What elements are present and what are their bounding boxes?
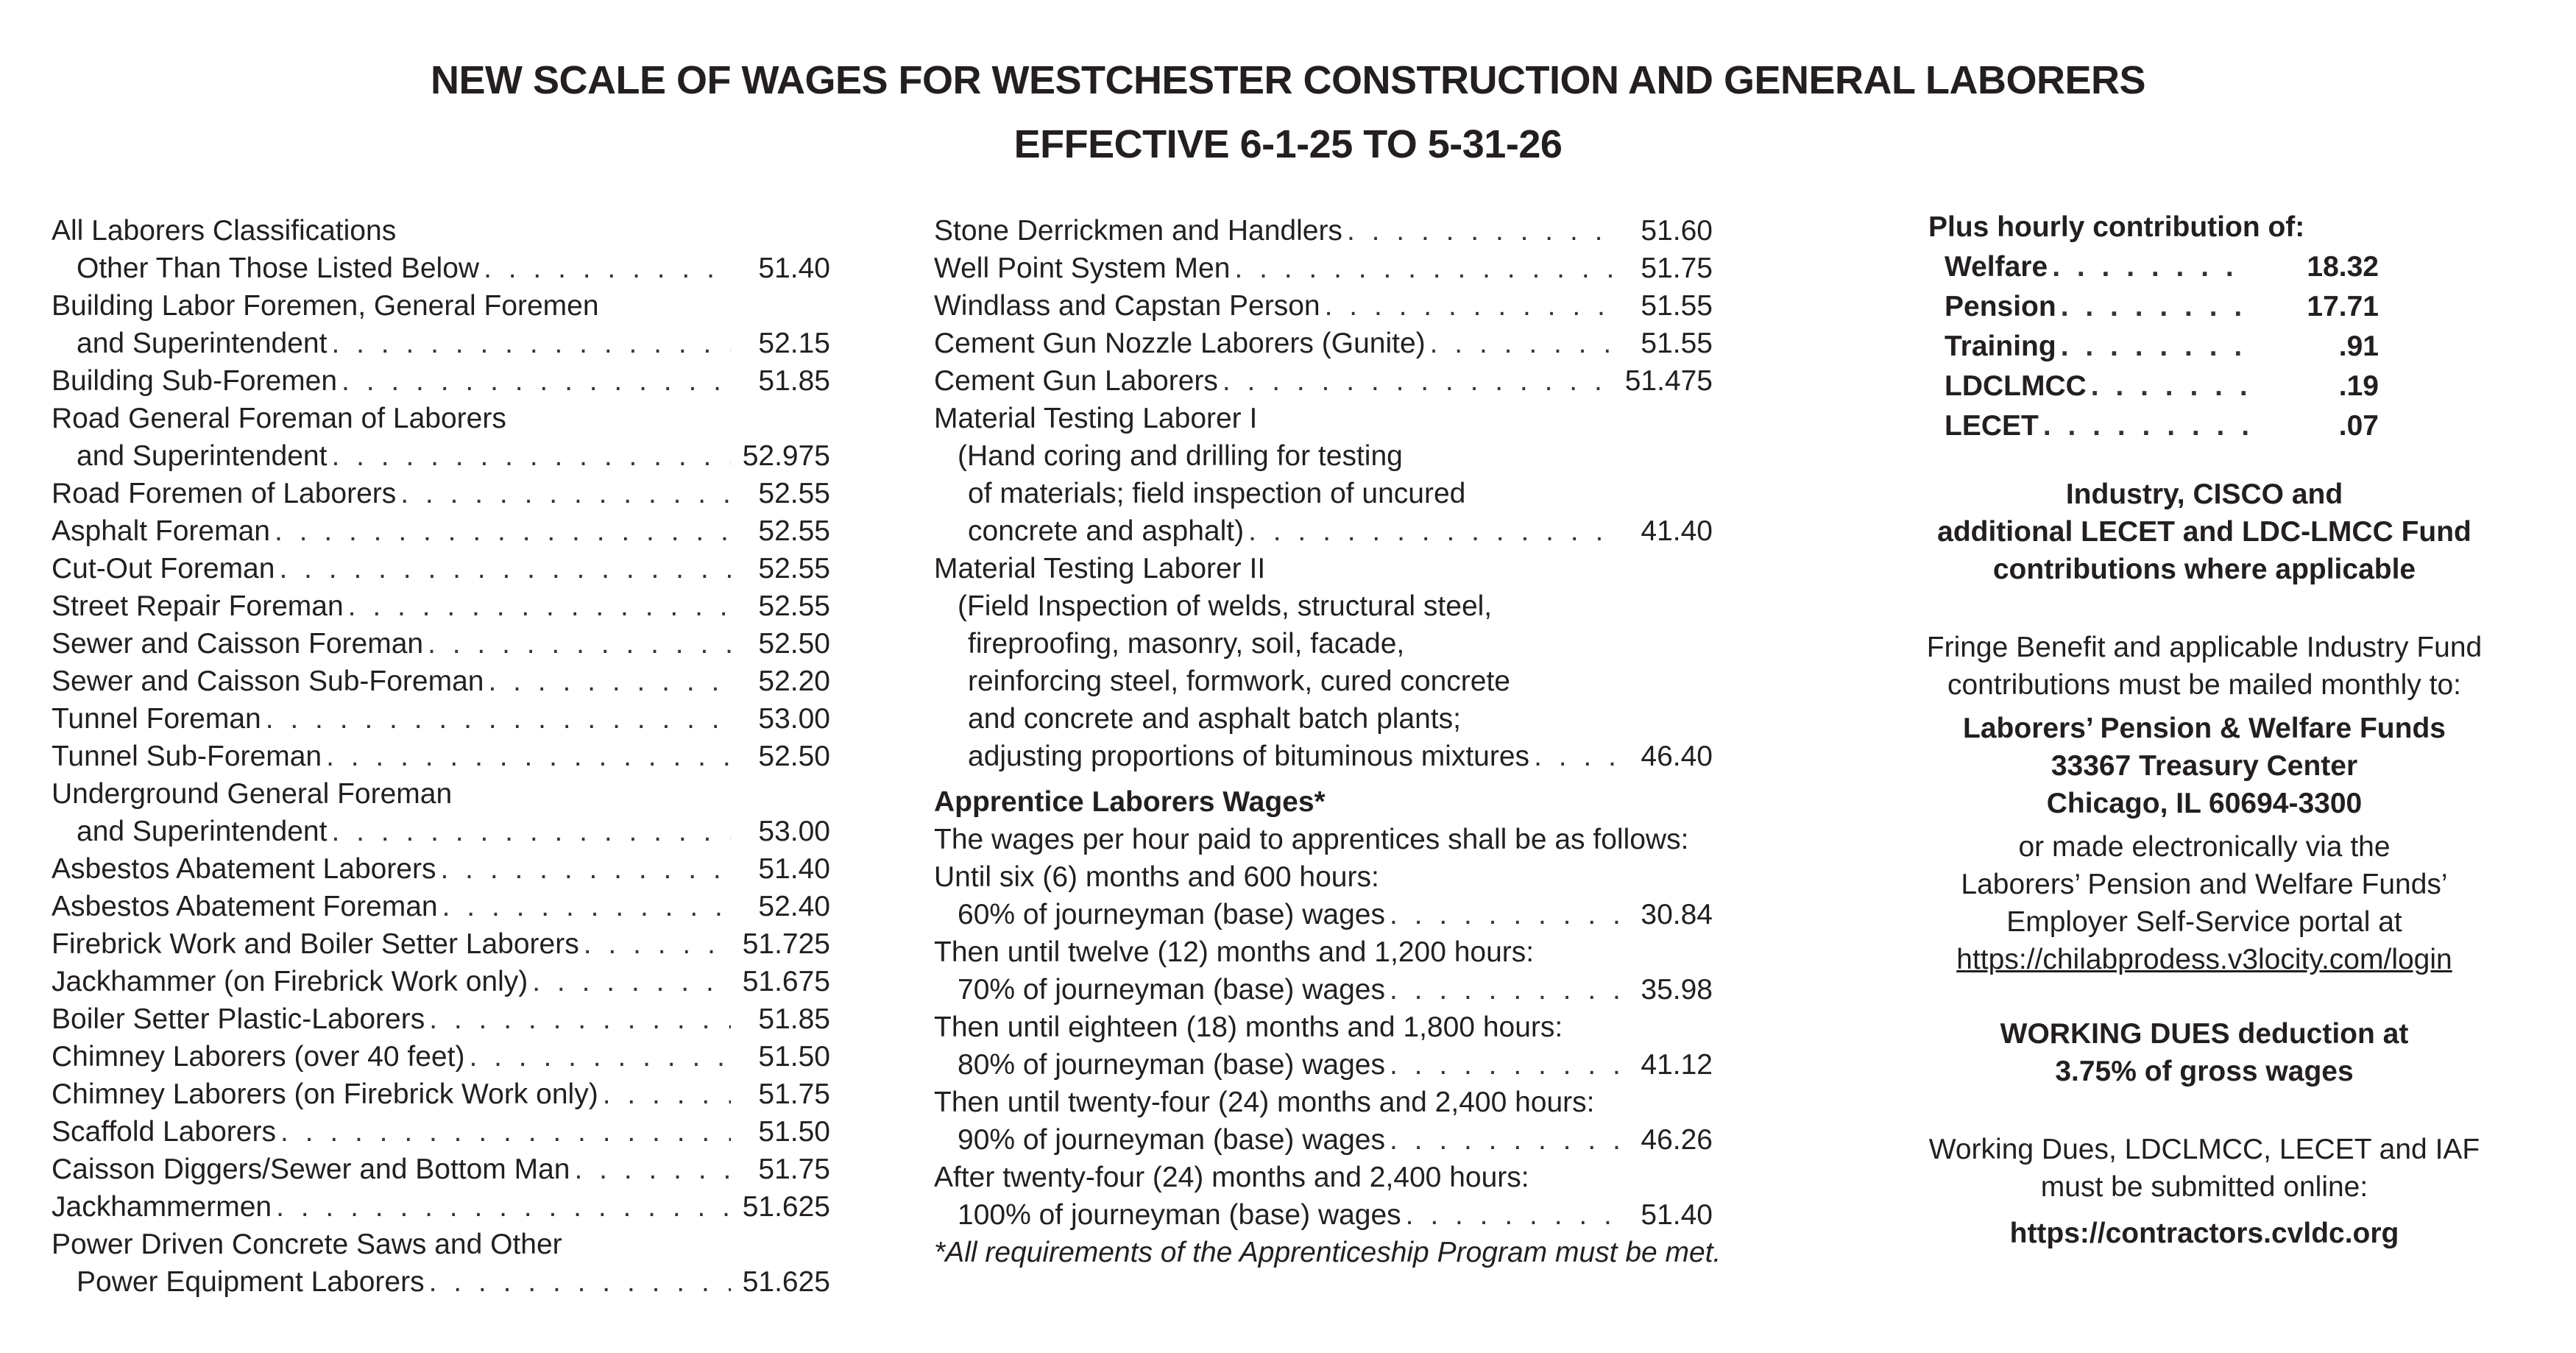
classification-label: Power Driven Concrete Saws and Other [52,1229,562,1260]
wage-row [934,287,1713,325]
dot-leader [2048,247,2261,287]
classification-label: Chimney Laborers (over 40 feet) [52,1041,465,1073]
dot-leader [598,1075,731,1113]
dot-leader [327,325,731,362]
dot-leader [261,700,731,738]
wage-row [934,212,1713,250]
classification-label: Windlass and Capstan Person [934,290,1320,322]
classification-label: Building Sub-Foremen [52,365,338,397]
dot-leader [1401,1196,1621,1234]
apprentice-rate-row [934,896,1713,933]
apprentice-period: Then until eighteen (18) months and 1,800 hours: [934,1011,1563,1043]
hourly-rate: 51.725 [742,928,830,960]
hourly-rate: 41.40 [1641,515,1713,547]
classification-label: Road General Foreman of Laborers [52,403,506,434]
contribution-label: LDCLMCC [1945,370,2087,402]
hourly-rate: 52.50 [758,628,830,660]
hourly-rate: 53.00 [758,703,830,735]
wage-row [52,587,830,625]
contribution-label: LECET [1945,410,2039,442]
classification-label: Chimney Laborers (on Firebrick Work only) [52,1078,598,1110]
wage-row [52,512,830,550]
wage-row [52,212,830,250]
classification-label: fireproofing, masonry, soil, facade, [968,628,1405,660]
contribution-label: Training [1945,331,2056,362]
dot-leader [1218,362,1621,400]
hourly-rate: 51.85 [758,365,830,397]
wage-row [52,362,830,400]
contribution-value: 17.71 [2307,291,2379,322]
classification-label: Firebrick Work and Boiler Setter Laborers [52,928,579,960]
contribution-row [1869,367,2379,406]
classification-label: Material Testing Laborer I [934,403,1258,434]
hourly-contributions [1869,208,2539,446]
classification-label: Jackhammer (on Firebrick Work only) [52,966,528,997]
dot-leader [2087,367,2261,406]
dot-leader [464,1038,731,1075]
hourly-rate: 52.55 [758,478,830,509]
contribution-label: Pension [1945,291,2056,322]
dot-leader [438,888,731,925]
contribution-row [1869,327,2379,367]
wage-row [52,550,830,587]
electronic-note: or made electronically via the Laborers’ Pension and Welfare Funds’ Employer Self-Service portal at https://chilabprodess.v3locity.com/login [1869,828,2539,978]
hourly-rate: 51.85 [758,1003,830,1035]
hourly-rate: 51.55 [1641,290,1713,322]
mailing-note: Fringe Benefit and applicable Industry Fund contributions must be mailed monthly to: [1926,632,2483,701]
hourly-rate: 52.40 [758,891,830,922]
hourly-rate: 46.40 [1641,741,1713,772]
classification-label: Asbestos Abatement Laborers [52,853,436,885]
classification-label: Stone Derrickmen and Handlers [934,215,1342,247]
wage-row [52,400,830,437]
wage-row [934,437,1713,475]
hourly-rate: 51.475 [1624,365,1713,397]
wage-row [934,625,1713,663]
contribution-value: .19 [2338,370,2379,402]
mailing-address: Laborers’ Pension & Welfare Funds 33367 Treasury Center Chicago, IL 60694-3300 [1963,713,2446,819]
dot-leader [275,550,731,587]
dot-leader [579,925,731,963]
hourly-rate: 52.20 [758,665,830,697]
hourly-rate: 51.625 [742,1191,830,1223]
hourly-rate: 52.55 [758,515,830,547]
hourly-rate: 51.60 [1641,215,1713,247]
classification-label: and Superintendent [77,328,328,359]
classification-label: Boiler Setter Plastic-Laborers [52,1003,425,1035]
wage-row [52,963,830,1000]
contribution-row [1869,406,2379,446]
wage-row [52,775,830,813]
wage-row [934,325,1713,362]
hourly-rate: 51.50 [758,1116,830,1148]
wage-row [52,925,830,963]
working-dues-note: WORKING DUES deduction at 3.75% of gross wages [2000,1018,2409,1087]
classification-label: Scaffold Laborers [52,1116,276,1148]
dot-leader [396,475,731,512]
page-subtitle-effective-dates: EFFECTIVE 6-1-25 TO 5-31-26 [1013,122,1563,166]
apprentice-rate-row [934,1121,1713,1159]
wage-row [52,1038,830,1075]
wage-row [52,663,830,700]
wage-row [934,475,1713,512]
hourly-rate: 51.75 [758,1154,830,1185]
dot-leader [1230,250,1621,287]
wage-row [934,700,1713,738]
dot-leader [2039,406,2261,446]
dot-leader [1320,287,1621,325]
classification-label: Tunnel Sub-Foreman [52,741,322,772]
classification-label: Asphalt Foreman [52,515,270,547]
dot-leader [1426,325,1621,362]
wage-row [52,1151,830,1188]
wage-row [52,850,830,888]
dot-leader [570,1151,732,1188]
dot-leader [272,1188,731,1226]
hourly-rate: 51.675 [742,966,830,997]
dot-leader [528,963,731,1000]
wage-row [52,250,830,287]
contribution-row [1869,247,2379,287]
classification-label: and Superintendent [77,440,328,472]
classification-label: and concrete and asphalt batch plants; [968,703,1461,735]
dot-leader [327,813,731,850]
wage-row [52,813,830,850]
apprentice-rate-row [934,1196,1713,1234]
classification-label: Sewer and Caisson Sub-Foreman [52,665,484,697]
contributions-column [1869,208,2539,1252]
hourly-rate: 52.55 [758,590,830,622]
classification-label: Other Than Those Listed Below [77,252,480,284]
dot-leader [1529,738,1621,775]
online-submission-note: Working Dues, LDCLMCC, LECET and IAF must be submitted online: [1928,1134,2480,1203]
dot-leader [2056,287,2261,327]
dot-leader [344,587,731,625]
hourly-rate: 51.625 [742,1266,830,1298]
dot-leader [484,663,731,700]
industry-note: Industry, CISCO and additional LECET and LDC-LMCC Fund contributions where applicable [1937,478,2471,585]
apprentice-period: Until six (6) months and 600 hours: [934,861,1379,893]
classification-label: reinforcing steel, formwork, cured concrete [968,665,1510,697]
dot-leader [1385,1046,1621,1084]
classification-label: Jackhammermen [52,1191,272,1223]
apprentice-footnote: *All requirements of the Apprenticeship Program must be met. [934,1237,1722,1268]
classification-label: (Field Inspection of welds, structural steel, [958,590,1493,622]
dot-leader [1342,212,1621,250]
classification-label: (Hand coring and drilling for testing [958,440,1403,472]
classification-label: Building Labor Foremen, General Foremen [52,290,599,322]
dot-leader [423,625,731,663]
classification-label: Cement Gun Nozzle Laborers (Gunite) [934,328,1426,359]
dot-leader [425,1000,731,1038]
hourly-rate: 52.975 [742,440,830,472]
wage-row [934,512,1713,550]
hourly-rate: 53.00 [758,816,830,847]
employer-portal-link[interactable]: https://chilabprodess.v3locity.com/login [1956,944,2452,975]
wage-row [934,738,1713,775]
wage-row [52,1188,830,1226]
classification-label: adjusting proportions of bituminous mixtures [968,741,1530,772]
contribution-value: .07 [2338,410,2379,442]
apprentice-rate-label: 80% of journeyman (base) wages [958,1049,1385,1081]
classification-wages-column-2 [934,212,1722,1271]
wage-row [52,1000,830,1038]
dot-leader [276,1113,731,1151]
dot-leader [322,738,731,775]
page-title: NEW SCALE OF WAGES FOR WESTCHESTER CONSTRUCTION AND GENERAL LABORERS [430,58,2146,102]
wage-row [52,738,830,775]
apprentice-rate-row [934,1046,1713,1084]
wage-row [52,287,830,325]
hourly-rate: 51.75 [758,1078,830,1110]
hourly-rate: 51.40 [758,853,830,885]
classification-label: All Laborers Classifications [52,215,397,247]
classification-label: concrete and asphalt) [968,515,1245,547]
hourly-rate: 51.50 [758,1041,830,1073]
apprentice-period: Then until twenty-four (24) months and 2,400 hours: [934,1087,1595,1118]
apprentice-hourly-rate: 35.98 [1641,974,1713,1006]
dot-leader [479,250,731,287]
wage-row [934,587,1713,625]
classification-label: Road Foremen of Laborers [52,478,397,509]
hourly-rate: 51.75 [1641,252,1713,284]
apprentice-heading: Apprentice Laborers Wages* [934,786,1326,818]
classification-label: Asbestos Abatement Foreman [52,891,438,922]
dot-leader [1244,512,1621,550]
wage-row [52,625,830,663]
wage-row [934,550,1713,587]
apprentice-hourly-rate: 46.26 [1641,1124,1713,1156]
wage-row [52,1113,830,1151]
dot-leader [337,362,731,400]
classification-label: Well Point System Men [934,252,1231,284]
contributions-heading: Plus hourly contribution of: [1928,211,2305,243]
classification-label: Material Testing Laborer II [934,553,1266,584]
classification-label: Cut-Out Foreman [52,553,275,584]
apprentice-hourly-rate: 41.12 [1641,1049,1713,1081]
wage-row [52,325,830,362]
classification-label: Cement Gun Laborers [934,365,1218,397]
classification-label: Caisson Diggers/Sewer and Bottom Man [52,1154,570,1185]
classification-label: Underground General Foreman [52,778,453,810]
wage-row [934,663,1713,700]
apprentice-rate-label: 100% of journeyman (base) wages [958,1199,1401,1231]
contribution-label: Welfare [1945,251,2048,283]
wage-row [934,250,1713,287]
hourly-rate: 52.15 [758,328,830,359]
wage-row [52,1263,830,1301]
wage-row [52,1226,830,1263]
classification-wages-column-1 [52,212,830,1301]
hourly-rate: 51.55 [1641,328,1713,359]
apprentice-period: After twenty-four (24) months and 2,400 hours: [934,1162,1529,1193]
classification-label: and Superintendent [77,816,328,847]
contribution-value: .91 [2338,331,2379,362]
dot-leader [436,850,731,888]
dot-leader [2056,327,2261,367]
classification-label: of materials; field inspection of uncured [968,478,1466,509]
apprentice-intro: The wages per hour paid to apprentices shall be as follows: [934,824,1689,855]
hourly-rate: 52.50 [758,741,830,772]
dot-leader [270,512,731,550]
apprentice-rate-label: 90% of journeyman (base) wages [958,1124,1385,1156]
dot-leader [1385,1121,1621,1159]
hourly-rate: 52.55 [758,553,830,584]
wage-row [52,437,830,475]
classification-label: Tunnel Foreman [52,703,261,735]
apprentice-hourly-rate: 30.84 [1641,899,1713,930]
apprentice-rate-row [934,971,1713,1008]
dot-leader [1385,971,1621,1008]
wage-row [52,700,830,738]
wage-row [934,362,1713,400]
contractors-link[interactable]: https://contractors.cvldc.org [2009,1218,2399,1249]
wage-row [52,475,830,512]
dot-leader [1385,896,1621,933]
apprentice-rate-label: 70% of journeyman (base) wages [958,974,1385,1006]
classification-label: Power Equipment Laborers [77,1266,425,1298]
classification-label: Sewer and Caisson Foreman [52,628,424,660]
wage-row [52,888,830,925]
contribution-row [1869,287,2379,327]
wage-row [52,1075,830,1113]
contribution-value: 18.32 [2307,251,2379,283]
apprentice-hourly-rate: 51.40 [1641,1199,1713,1231]
apprentice-rate-label: 60% of journeyman (base) wages [958,899,1385,930]
dot-leader [425,1263,731,1301]
classification-label: Street Repair Foreman [52,590,344,622]
hourly-rate: 51.40 [758,252,830,284]
dot-leader [327,437,731,475]
wage-row [934,400,1713,437]
apprentice-period: Then until twelve (12) months and 1,200 hours: [934,936,1535,968]
